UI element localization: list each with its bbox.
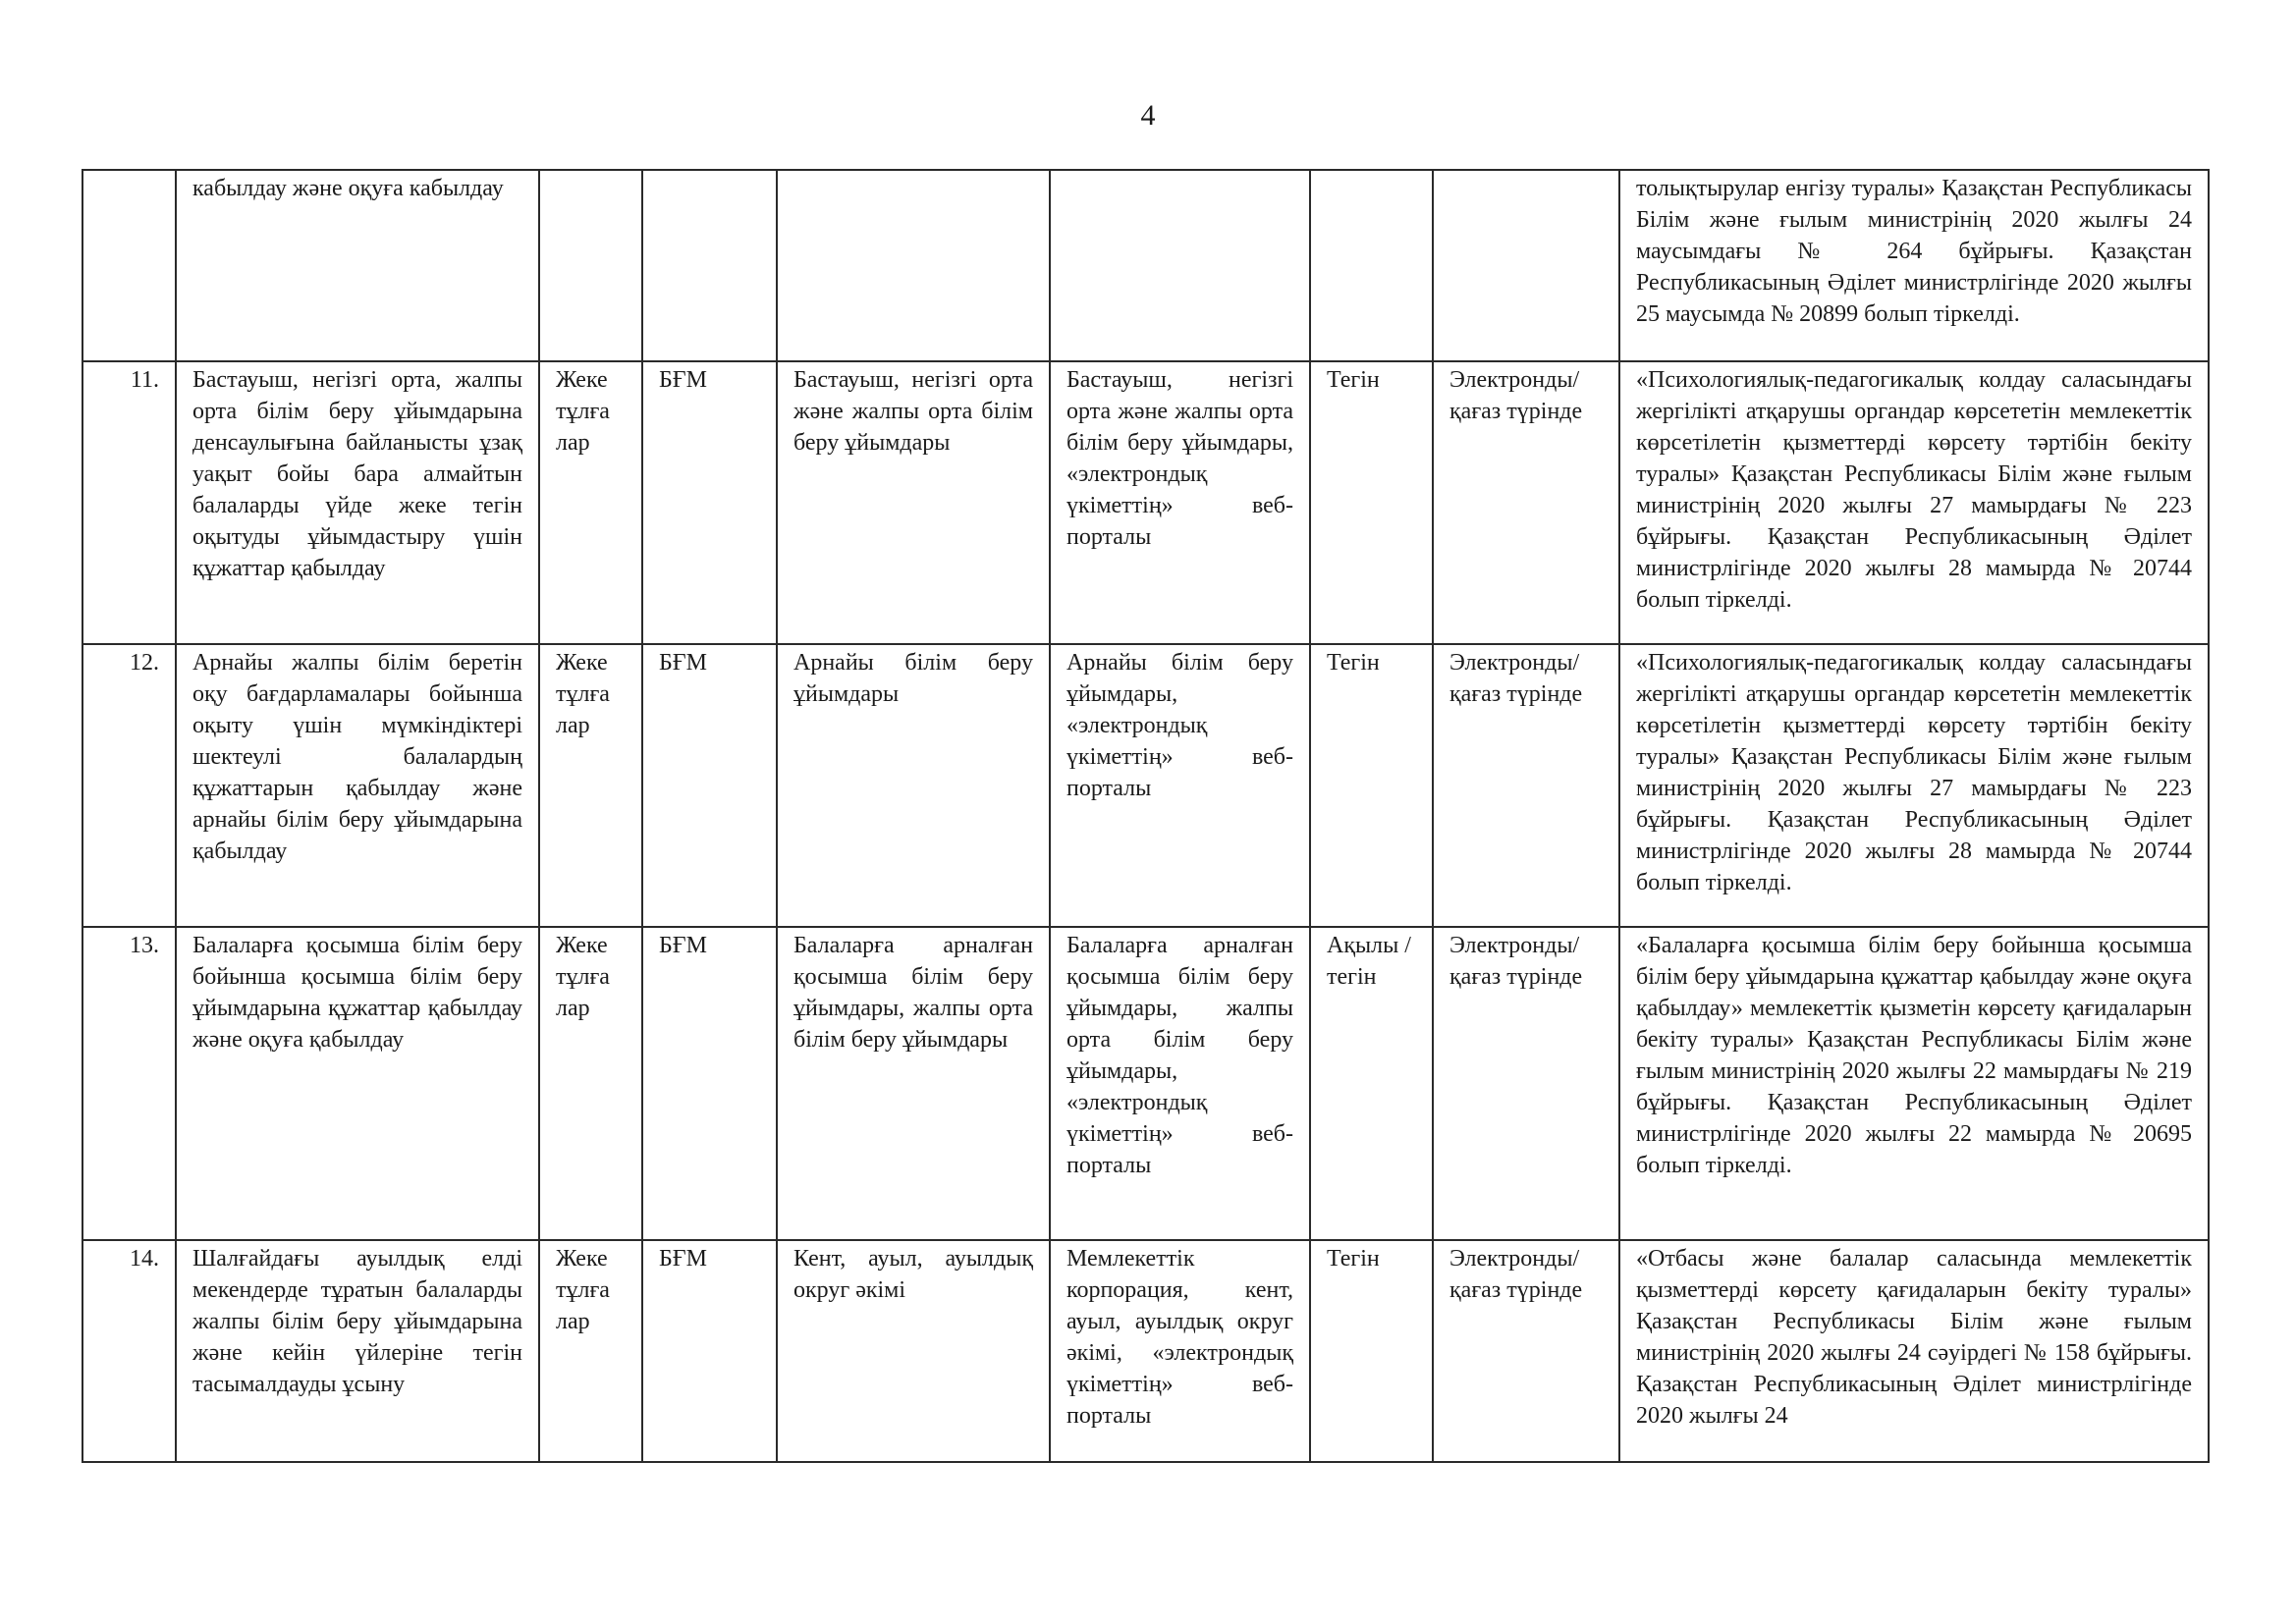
- regulation-reference: «Психологиялық-педагогикалық колдау саласындағы жергілікті атқарушы органдар көрсететін мемлекеттік көрсетілетін қызметтерді көрсету тәртібін бекіту туралы» Қазақстан Республикасы Білім және ғылым министрінің 2020 жылғы 27 мамырдағы № 223 бұйрығы. Қазақстан Республикасының Әділет министрлігінде 2020 жылғы 28 мамырда № 20744 болып тіркелді.: [1619, 644, 2209, 927]
- service-form: Электронды/ қағаз түрінде: [1433, 644, 1619, 927]
- payment-type: Тегін: [1310, 644, 1433, 927]
- service-recipients: Жеке тұлға лар: [539, 927, 642, 1240]
- regulation-reference: «Балаларға қосымша білім беру бойынша қосымша білім беру ұйымдарына құжаттар қабылдау және оқуға қабылдау» мемлекеттік қызметін көрсету қағидаларын бекіту туралы» Қазақстан Республикасы Білім және ғылым министрінің 2020 жылғы 22 мамырдағы № 219 бұйрығы. Қазақстан Республикасының Әділет министрлігінде 2020 жылғы 22 мамырда № 20695 болып тіркелді.: [1619, 927, 2209, 1240]
- payment-type: [1310, 170, 1433, 361]
- regulation-reference: толықтырулар енгізу туралы» Қазақстан Республикасы Білім және ғылым министрінің 2020 жылғы 24 маусымдағы № 264 бұйрығы. Қазақстан Республикасының Әділет министрлігінде 2020 жылғы 25 маусымда № 20899 болып тіркелді.: [1619, 170, 2209, 361]
- row-number: [82, 170, 176, 361]
- service-form: Электронды/ қағаз түрінде: [1433, 1240, 1619, 1462]
- services-table: [82, 169, 2210, 1463]
- service-provider: Балаларға арналған қосымша білім беру ұйымдары, жалпы орта білім беру ұйымдары: [777, 927, 1050, 1240]
- regulation-reference: «Психологиялық-педагогикалық колдау саласындағы жергілікті атқарушы органдар көрсететін мемлекеттік көрсетілетін қызметтерді көрсету тәртібін бекіту туралы» Қазақстан Республикасы Білім және ғылым министрінің 2020 жылғы 27 мамырдағы № 223 бұйрығы. Қазақстан Республикасының Әділет министрлігінде 2020 жылғы 28 мамырда № 20744 болып тіркелді.: [1619, 361, 2209, 644]
- page-number: 4: [1140, 99, 1156, 132]
- table-row: [82, 361, 2209, 644]
- responsible-ministry: БҒМ: [642, 1240, 777, 1462]
- service-provider: Кент, ауыл, ауылдық округ әкімі: [777, 1240, 1050, 1462]
- responsible-ministry: БҒМ: [642, 361, 777, 644]
- acceptance-channels: [1050, 170, 1310, 361]
- service-provider: Бастауыш, негізгі орта және жалпы орта білім беру ұйымдары: [777, 361, 1050, 644]
- service-name: Бастауыш, негізгі орта, жалпы орта білім беру ұйымдарына денсаулығына байланысты ұзақ уақыт бойы бара алмайтын балаларды үйде жеке тегін оқытуды ұйымдастыру үшін құжаттар қабылдау: [176, 361, 539, 644]
- service-name: Шалғайдағы ауылдық елді мекендерде тұратын балаларды жалпы білім беру ұйымдарына және кейін үйлеріне тегін тасымалдауды ұсыну: [176, 1240, 539, 1462]
- acceptance-channels: Арнайы білім беру ұйымдары, «электрондық үкіметтің» веб-порталы: [1050, 644, 1310, 927]
- regulation-reference: «Отбасы және балалар саласында мемлекеттік қызметтерді көрсету қағидаларын бекіту туралы» Қазақстан Республикасы Білім және ғылым министрінің 2020 жылғы 24 сәуірдегі № 158 бұйрығы. Қазақстан Республикасының Әділет министрлігінде 2020 жылғы 24: [1619, 1240, 2209, 1462]
- payment-type: Тегін: [1310, 1240, 1433, 1462]
- payment-type: Тегін: [1310, 361, 1433, 644]
- table-row: [82, 170, 2209, 361]
- responsible-ministry: БҒМ: [642, 927, 777, 1240]
- responsible-ministry: БҒМ: [642, 644, 777, 927]
- service-form: [1433, 170, 1619, 361]
- row-number: 13.: [82, 927, 176, 1240]
- service-name: Балаларға қосымша білім беру бойынша қосымша білім беру ұйымдарына құжаттар қабылдау және оқуға қабылдау: [176, 927, 539, 1240]
- service-recipients: Жеке тұлға лар: [539, 644, 642, 927]
- service-form: Электронды/ қағаз түрінде: [1433, 361, 1619, 644]
- acceptance-channels: Балаларға арналған қосымша білім беру ұйымдары, жалпы орта білім беру ұйымдары, «электрондық үкіметтің» веб-порталы: [1050, 927, 1310, 1240]
- service-recipients: Жеке тұлға лар: [539, 1240, 642, 1462]
- table-row: [82, 1240, 2209, 1462]
- table-row: [82, 927, 2209, 1240]
- table-row: [82, 644, 2209, 927]
- service-name: кабылдау және оқуға кабылдау: [176, 170, 539, 361]
- service-provider: Арнайы білім беру ұйымдары: [777, 644, 1050, 927]
- row-number: 11.: [82, 361, 176, 644]
- service-recipients: [539, 170, 642, 361]
- service-form: Электронды/ қағаз түрінде: [1433, 927, 1619, 1240]
- service-name: Арнайы жалпы білім беретін оқу бағдарламалары бойынша оқыту үшін мүмкіндіктері шектеулі балалардың құжаттарын қабылдау және арнайы білім беру ұйымдарына қабылдау: [176, 644, 539, 927]
- acceptance-channels: Бастауыш, негізгі орта және жалпы орта білім беру ұйымдары, «электрондық үкіметтің» веб-порталы: [1050, 361, 1310, 644]
- responsible-ministry: [642, 170, 777, 361]
- acceptance-channels: Мемлекеттік корпорация, кент, ауыл, ауылдық округ әкімі, «электрондық үкіметтің» веб-порталы: [1050, 1240, 1310, 1462]
- row-number: 12.: [82, 644, 176, 927]
- service-recipients: Жеке тұлға лар: [539, 361, 642, 644]
- row-number: 14.: [82, 1240, 176, 1462]
- service-provider: [777, 170, 1050, 361]
- payment-type: Ақылы /тегін: [1310, 927, 1433, 1240]
